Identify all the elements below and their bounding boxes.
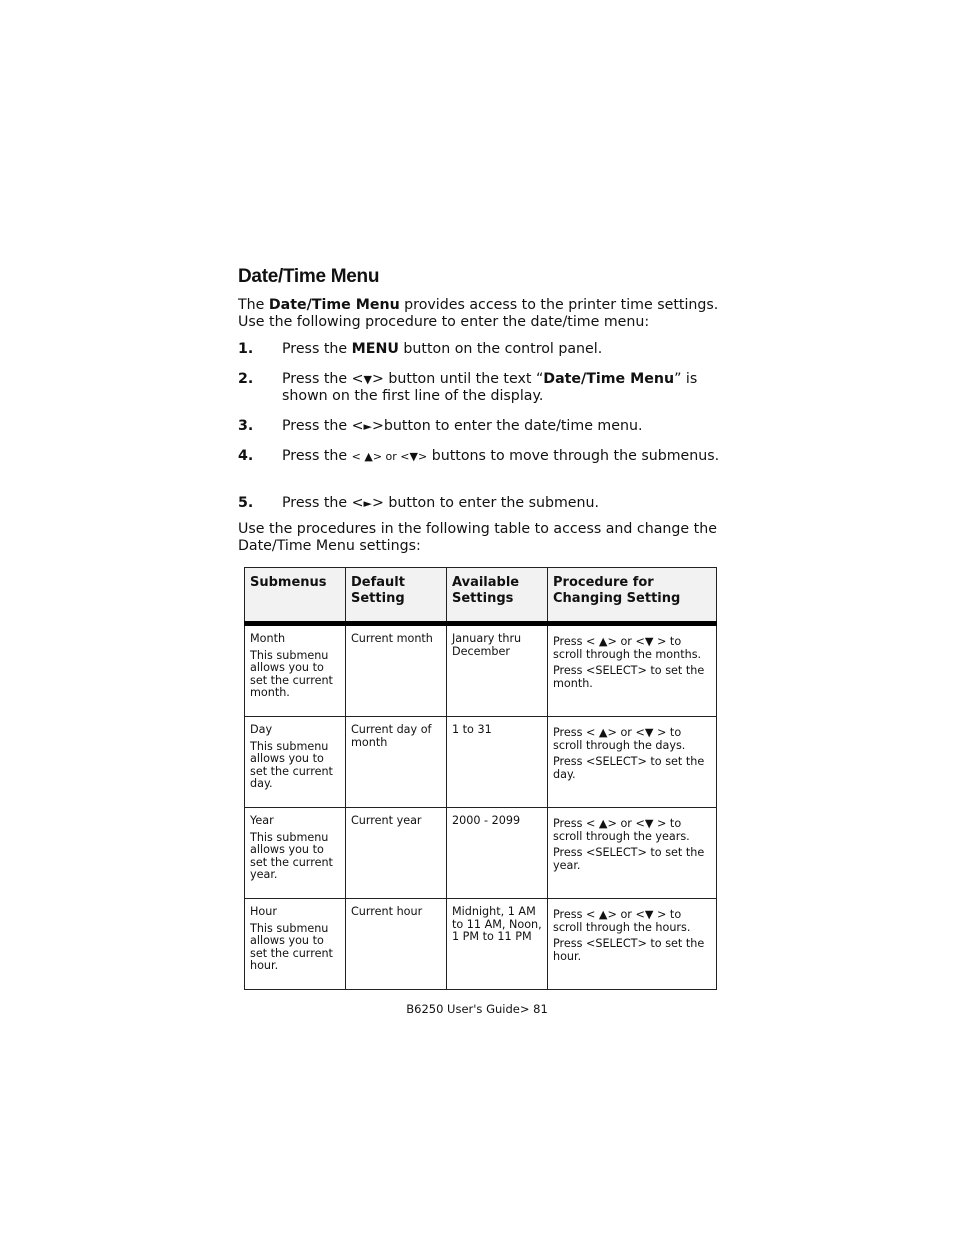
up-down-arrows-icon: < ▲> or <▼> [351, 450, 428, 463]
submenu-cell: Year This submenu allows you to set the current year. [245, 808, 346, 899]
default-cell: Current month [346, 624, 447, 717]
intro-prefix: The [238, 297, 269, 313]
default-cell: Current year [346, 808, 447, 899]
down-arrow-icon: ▼ [363, 373, 372, 386]
available-cell: 2000 - 2099 [447, 808, 548, 899]
header-available: Available Settings [447, 568, 548, 624]
submenu-cell: Month This submenu allows you to set the current month. [245, 624, 346, 717]
header-submenus: Submenus [245, 568, 346, 624]
step-text: Press the <►> button to enter the submenu. [282, 495, 600, 511]
procedure-cell: Press < ▲> or <▼ > to scroll through the years. Press <SELECT> to set the year. [548, 808, 717, 899]
page-heading: Date/Time Menu [238, 266, 380, 287]
step-number: 4. [238, 448, 254, 464]
settings-table [244, 567, 717, 990]
table-intro: Use the procedures in the following table to access and change the Date/Time Menu settings: [238, 521, 717, 554]
submenu-cell: Hour This submenu allows you to set the current hour. [245, 899, 346, 990]
procedure-cell: Press < ▲> or <▼ > to scroll through the months. Press <SELECT> to set the month. [548, 624, 717, 717]
procedure-cell: Press < ▲> or <▼ > to scroll through the hours. Press <SELECT> to set the hour. [548, 899, 717, 990]
right-arrow-icon: ► [363, 497, 372, 510]
table-row [245, 899, 717, 990]
available-cell: 1 to 31 [447, 717, 548, 808]
step-number: 5. [238, 495, 254, 511]
step-number: 1. [238, 341, 254, 357]
default-cell: Current day of month [346, 717, 447, 808]
step-text: Press the MENU button on the control panel. [282, 341, 603, 357]
header-procedure: Procedure for Changing Setting [548, 568, 717, 624]
available-cell: Midnight, 1 AM to 11 AM, Noon, 1 PM to 11 PM [447, 899, 548, 990]
step-text: Press the < ▲> or <▼> buttons to move through the submenus. [282, 448, 720, 464]
submenu-cell: Day This submenu allows you to set the current day. [245, 717, 346, 808]
step-text: Press the <►>button to enter the date/time menu. [282, 418, 643, 434]
step-text: Press the <▼> button until the text “Date/Time Menu” is shown on the first line of the display. [282, 371, 698, 404]
table-row [245, 624, 717, 717]
intro-suffix: provides access to the printer time settings. [399, 297, 719, 313]
intro-paragraph [238, 297, 728, 331]
table-row [245, 717, 717, 808]
intro-line2: Use the following procedure to enter the date/time menu: [238, 314, 650, 330]
header-default: Default Setting [346, 568, 447, 624]
table-row [245, 808, 717, 899]
intro-bold: Date/Time Menu [268, 297, 400, 313]
default-cell: Current hour [346, 899, 447, 990]
available-cell: January thru December [447, 624, 548, 717]
table-header-row [245, 568, 717, 624]
procedure-cell: Press < ▲> or <▼ > to scroll through the days. Press <SELECT> to set the day. [548, 717, 717, 808]
right-arrow-icon: ► [363, 420, 372, 433]
step-number: 3. [238, 418, 254, 434]
step-number: 2. [238, 371, 254, 387]
page-footer: B6250 User's Guide> 81 [406, 1002, 548, 1016]
